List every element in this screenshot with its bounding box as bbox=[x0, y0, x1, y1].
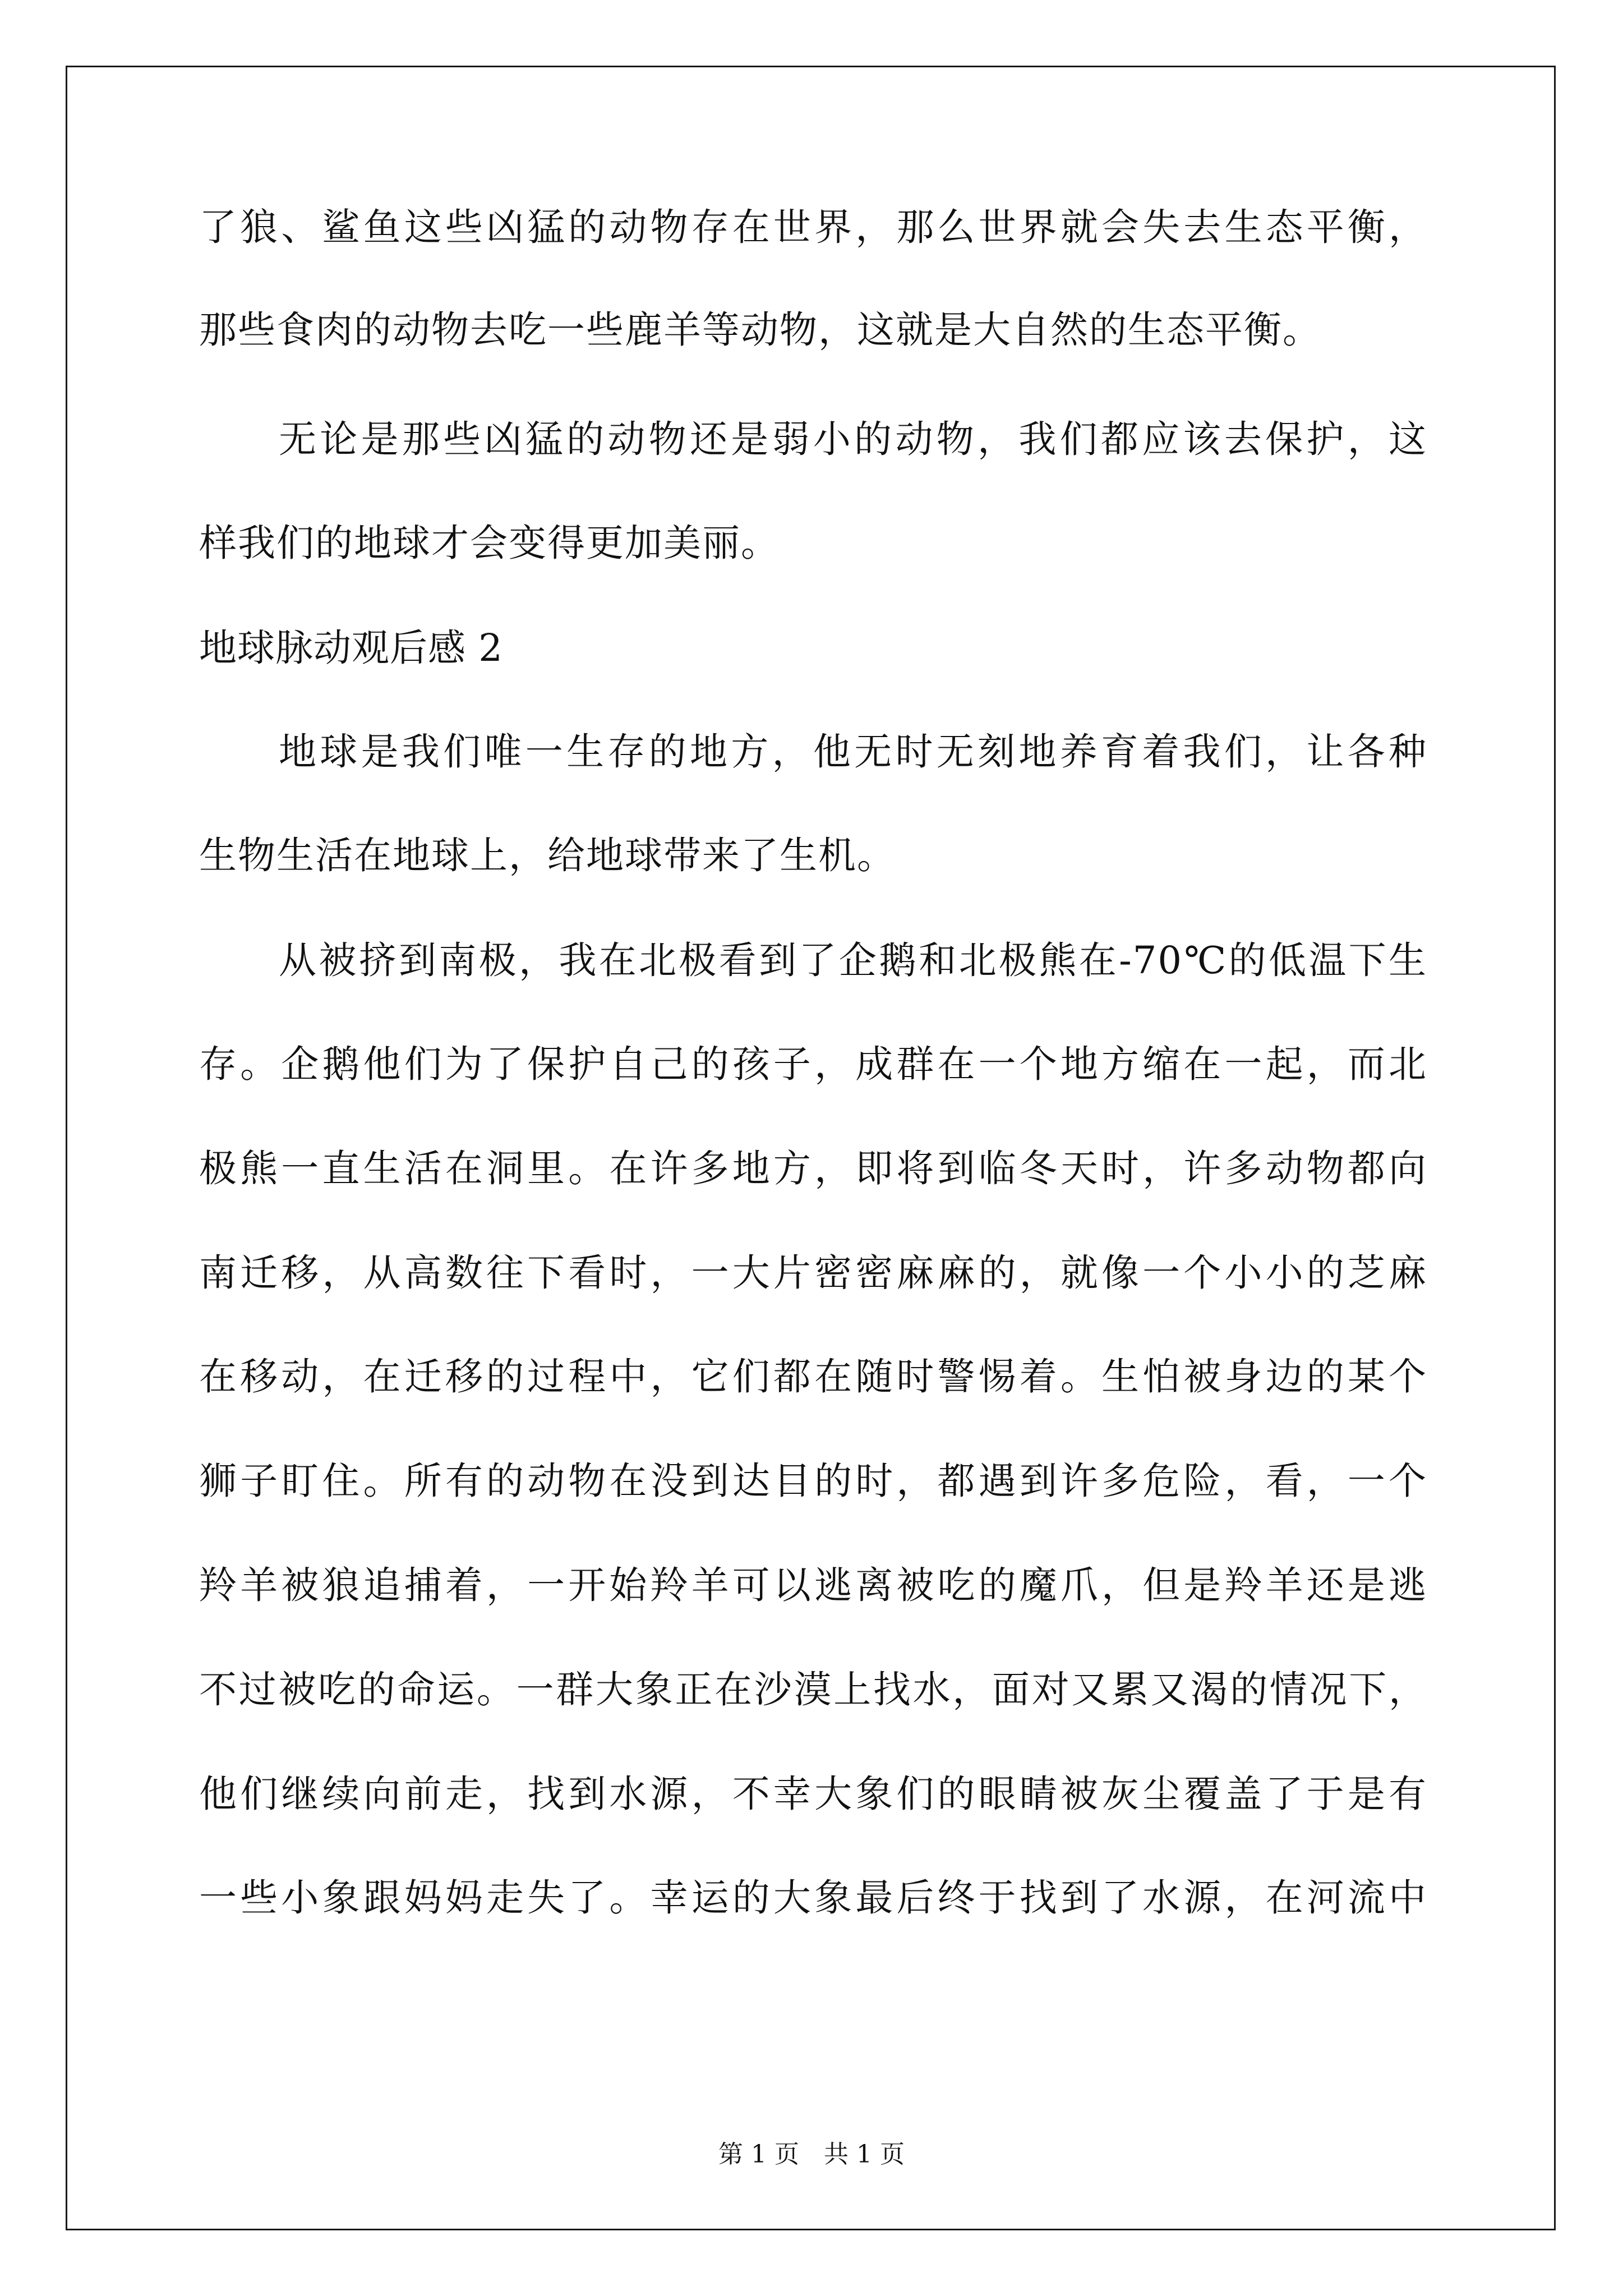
text-line: 地球是我们唯一生存的地方，他无时无刻地养育着我们，让各种 bbox=[279, 730, 1427, 774]
text-line: 样我们的地球才会变得更加美丽。 bbox=[199, 521, 780, 565]
text-line: 南迁移，从高数往下看时，一大片密密麻麻的，就像一个小小的芝麻 bbox=[199, 1251, 1427, 1295]
text-line: 他们继续向前走，找到水源，不幸大象们的眼睛被灰尘覆盖了于是有 bbox=[199, 1772, 1427, 1816]
text-line: 无论是那些凶猛的动物还是弱小的动物，我们都应该去保护，这 bbox=[279, 417, 1427, 461]
text-line: 不过被吃的命运。一群大象正在沙漠上找水，面对又累又渴的情况下， bbox=[199, 1668, 1427, 1711]
text-line: 一些小象跟妈妈走失了。幸运的大象最后终于找到了水源，在河流中 bbox=[199, 1876, 1427, 1920]
text-line: 狮子盯住。所有的动物在没到达目的时，都遇到许多危险，看，一个 bbox=[199, 1459, 1427, 1503]
text-line: 从被挤到南极，我在北极看到了企鹅和北极熊在-70℃的低温下生 bbox=[279, 938, 1427, 982]
text-line: 存。企鹅他们为了保护自己的孩子，成群在一个地方缩在一起，而北 bbox=[199, 1042, 1427, 1086]
text-line: 那些食肉的动物去吃一些鹿羊等动物，这就是大自然的生态平衡。 bbox=[199, 308, 1321, 352]
page-footer: 第 1 页 共 1 页 bbox=[718, 2140, 905, 2169]
text-line: 极熊一直生活在洞里。在许多地方，即将到临冬天时，许多动物都向 bbox=[199, 1147, 1427, 1190]
text-line: 了狼、鲨鱼这些凶猛的动物存在世界，那么世界就会失去生态平衡， bbox=[199, 205, 1427, 249]
text-line: 在移动，在迁移的过程中，它们都在随时警惕着。生怕被身边的某个 bbox=[199, 1355, 1427, 1398]
section-heading: 地球脉动观后感 2 bbox=[199, 626, 503, 670]
text-line: 羚羊被狼追捕着，一开始羚羊可以逃离被吃的魔爪，但是羚羊还是逃 bbox=[199, 1563, 1427, 1607]
text-line: 生物生活在地球上，给地球带来了生机。 bbox=[199, 834, 896, 877]
